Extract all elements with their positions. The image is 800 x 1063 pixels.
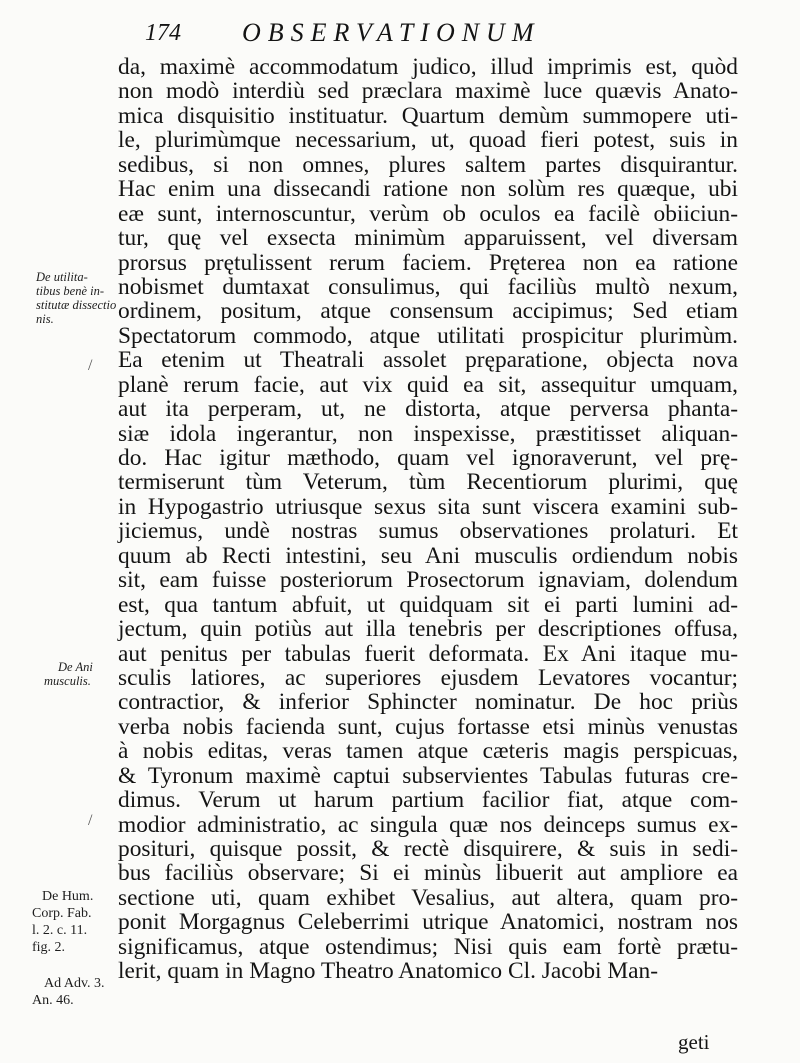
text-line: in Hypogastrio utriusque sexus sita sunt viscera examini sub- (118, 493, 738, 520)
body-text (118, 55, 738, 984)
text-line: nobismet dumtaxat consulimus, qui faciliùs multò nexum, (118, 273, 738, 300)
text-line: tur, quę vel exsecta minimùm apparuissent, vel diversam (118, 225, 738, 252)
text-line: sectione uti, quam exhibet Vesalius, aut altera, quam pro- (118, 884, 738, 911)
margin-note-line: musculis. (44, 674, 91, 688)
running-head: OBSERVATIONUM (242, 18, 541, 47)
margin-note-line: l. 2. c. 11. (32, 923, 88, 938)
text-line: Spectatorum commodo, atque utilitati prospicitur plurimùm. (118, 322, 738, 349)
margin-note-line: Ad Adv. 3. (44, 976, 105, 991)
margin-note-line: stitutæ dissectio (36, 298, 117, 312)
text-line: bus faciliùs observare; Si ei minùs libuerit aut ampliore ea (118, 860, 738, 887)
text-line: sedibus, si non omnes, plures saltem partes disquirantur. (118, 151, 738, 178)
page-number: 174 (145, 20, 181, 46)
text-line: mica disquisitio instituatur. Quartum demùm summopere uti- (118, 102, 738, 129)
text-line: planè rerum facie, aut vix quid ea sit, assequitur umquam, (118, 371, 738, 398)
margin-note-line: nis. (36, 312, 54, 326)
text-line: aut ita perperam, ut, ne distorta, atque perversa phanta- (118, 396, 738, 423)
text-line: termiserunt tùm Veterum, tùm Recentiorum plurimi, quę (118, 469, 738, 496)
ink-mark: / (88, 812, 93, 829)
text-line: dimus. Verum ut harum partium facilior fiat, atque com- (118, 787, 738, 814)
text-line: sit, eam fuisse posteriorum Prosectorum ignaviam, dolendum (118, 567, 738, 594)
text-line: da, maximè accommodatum judico, illud imprimis est, quòd (118, 54, 738, 80)
text-line: posituri, quisque possit, & rectè disquirere, & suis in sedi- (118, 836, 738, 862)
show-through-ink (118, 1020, 278, 1034)
text-line: prorsus prętulissent rerum faciem. Pręterea non ea ratione (118, 249, 738, 276)
margin-note-line: De Hum. (42, 889, 94, 904)
text-line: le, plurimùmque necessarium, ut, quoad fieri potest, suis in (118, 127, 738, 154)
catchword: geti (678, 1030, 710, 1054)
text-line: à nobis editas, veras tamen atque cæteris magis perspicuas, (118, 738, 738, 765)
margin-note-line: Corp. Fab. (32, 906, 92, 921)
margin-note-morgagni-ref (32, 975, 105, 1009)
text-line: aut penitus per tabulas fuerit deformata. Ex Ani itaque mu- (118, 640, 738, 667)
text-line: significamus, atque ostendimus; Nisi quis eam fortè prætu- (118, 933, 738, 960)
text-line: siæ idola ingerantur, non inspexisse, præstitisset aliquan- (118, 420, 738, 447)
margin-note-line: fig. 2. (32, 940, 66, 955)
text-line: est, qua tantum abfuit, ut quidquam sit ei parti lumini ad- (118, 591, 738, 618)
margin-note-utility (36, 270, 116, 326)
margin-note-line: De utilita- (36, 270, 88, 284)
margin-note-ani-musculis (44, 660, 93, 688)
ink-mark: / (88, 357, 93, 374)
text-line: Ea etenim ut Theatrali assolet pręparatione, objecta nova (118, 347, 738, 374)
margin-note-line: tibus benè in- (36, 284, 105, 298)
page-header (0, 12, 800, 52)
text-line: verba nobis facienda sunt, cujus fortasse etsi minùs venustas (118, 713, 738, 740)
text-line: do. Hac igitur mæthodo, quam vel ignoraverunt, vel prę- (118, 445, 738, 471)
text-line: jectum, quin potiùs aut illa tenebris per descriptiones offusa, (118, 616, 738, 643)
text-line: lerit, quam in Magno Theatro Anatomico Cl. Jacobi Man- (118, 958, 659, 985)
text-line: non modò interdiù sed præclara maximè luce quævis Anato- (118, 78, 738, 105)
text-line: ordinem, positum, atque consensum accipimus; Sed etiam (118, 298, 738, 325)
text-line: & Tyronum maximè captui subservientes Tabulas futuras cre- (118, 762, 738, 789)
margin-note-line: An. 46. (32, 993, 74, 1008)
text-line: sculis latiores, ac superiores ejusdem Levatores vocantur; (118, 664, 738, 691)
text-line: ponit Morgagnus Celeberrimi utrique Anatomici, nostram nos (118, 909, 738, 936)
text-line: eæ sunt, internoscuntur, verùm ob oculos ea facilè obiiciun- (118, 200, 738, 227)
text-line: Hac enim una dissecandi ratione non solùm res quæque, ubi (118, 176, 738, 203)
text-line: contractior, & inferior Sphincter nominatur. De hoc priùs (118, 689, 738, 716)
margin-note-line: De Ani (58, 660, 93, 674)
text-line: quum ab Recti intestini, seu Ani musculis ordiendum nobis (118, 542, 738, 569)
margin-note-vesalius-ref (32, 888, 93, 956)
text-line: modior administratio, ac singula quæ nos deinceps sumus ex- (118, 811, 738, 838)
text-line: jiciemus, undè nostras sumus observationes prolaturi. Et (118, 518, 738, 545)
